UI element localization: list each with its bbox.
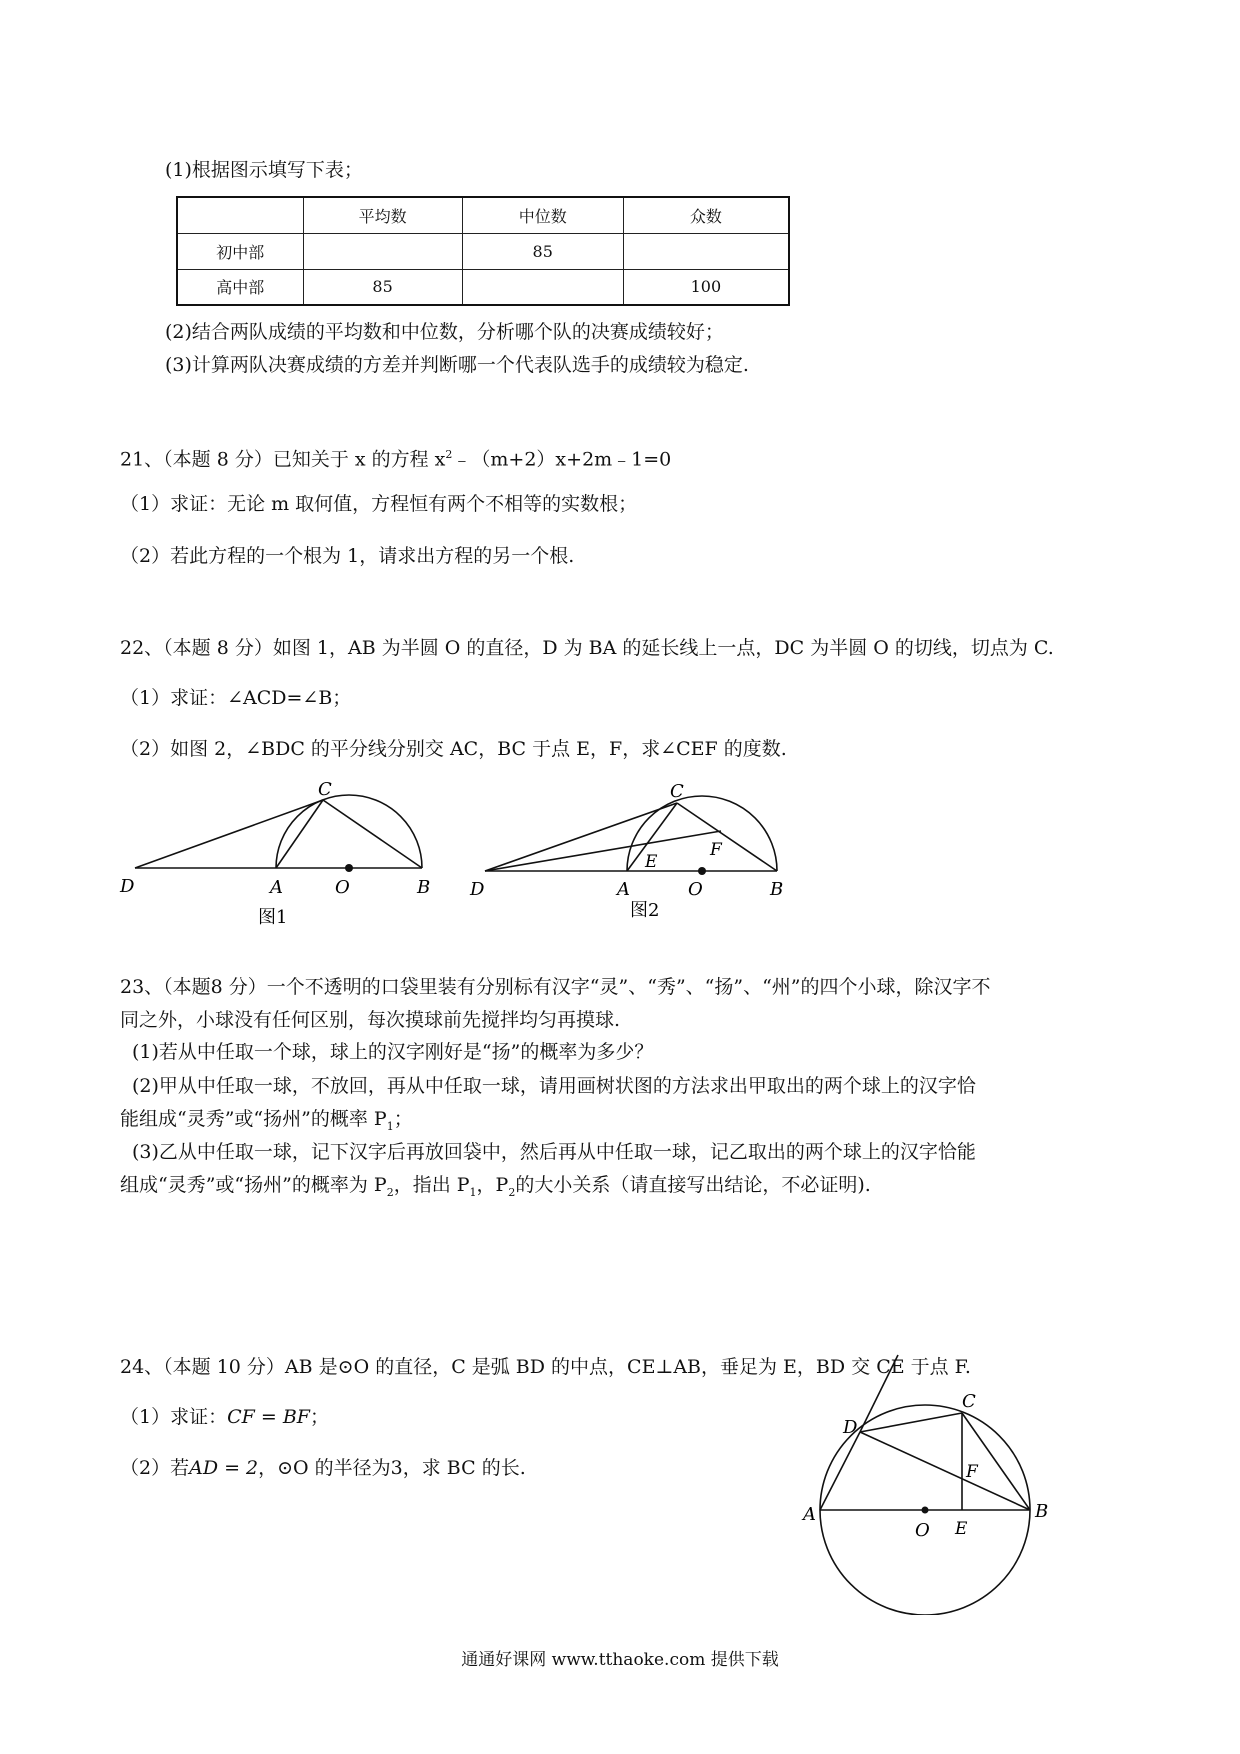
figure-1-diagram bbox=[110, 775, 450, 935]
table-cell-junior-mode bbox=[623, 233, 789, 269]
q23-line5-b: ； bbox=[393, 1108, 413, 1130]
fig2-label-B: B bbox=[770, 879, 784, 900]
q23-line7-b: ，指出 P bbox=[393, 1174, 470, 1196]
q21-part2: （2）若此方程的一个根为 1，请求出方程的另一个根. bbox=[120, 545, 575, 567]
q24-label-C: C bbox=[962, 1391, 976, 1412]
q23-line5-a: 能组成“灵秀”或“扬州”的概率 P bbox=[120, 1108, 387, 1130]
q24-part1-b: ； bbox=[309, 1406, 329, 1428]
q24-label-F: F bbox=[966, 1462, 978, 1482]
fig1-label-C: C bbox=[318, 779, 332, 800]
q21-heading-b: ﹣（m+2）x+2m﹣1=0 bbox=[452, 448, 672, 471]
q24-part2-a: （2）若 bbox=[120, 1457, 190, 1479]
table-header-median: 中位数 bbox=[462, 197, 623, 233]
q24-part2-b: ，⊙O 的半径为3，求 BC 的长. bbox=[258, 1457, 526, 1479]
fig2-label-F: F bbox=[710, 840, 722, 860]
q21-heading-a: 21、（本题 8 分）已知关于 x 的方程 x bbox=[120, 448, 446, 471]
q23-line7-sub1: 2 bbox=[386, 1185, 394, 1199]
fig1-label-B: B bbox=[417, 877, 431, 898]
table-header-empty bbox=[177, 197, 303, 233]
fig2-label-A: A bbox=[617, 879, 630, 900]
q23-line6: (3)乙从中任取一球，记下汉字后再放回袋中，然后再从中任取一球，记乙取出的两个球上的汉字恰能 bbox=[132, 1141, 976, 1163]
q23-line5-sub: 1 bbox=[386, 1119, 394, 1133]
q23-line3: (1)若从中任取一个球，球上的汉字刚好是“扬”的概率为多少？ bbox=[132, 1041, 654, 1063]
figure-2-diagram bbox=[465, 775, 805, 935]
q24-part1 bbox=[120, 1405, 329, 1429]
q22-part2: （2）如图 2，∠BDC 的平分线分别交 AC，BC 于点 E，F，求∠CEF 的度数. bbox=[120, 738, 787, 760]
q24-label-B: B bbox=[1035, 1501, 1049, 1522]
fig2-label-O: O bbox=[688, 879, 703, 900]
table-cell-senior-median bbox=[462, 269, 623, 305]
q21-part1: （1）求证：无论 m 取何值，方程恒有两个不相等的实数根； bbox=[120, 493, 638, 515]
q23-line5 bbox=[120, 1107, 413, 1139]
q21-heading bbox=[120, 443, 671, 471]
fig2-label-E: E bbox=[645, 852, 658, 872]
q22-part1: （1）求证：∠ACD=∠B； bbox=[120, 687, 352, 709]
q24-label-O: O bbox=[915, 1520, 930, 1541]
q23-line7-d: 的大小关系（请直接写出结论，不必证明). bbox=[515, 1174, 871, 1196]
q23-line7-c: ，P bbox=[476, 1174, 509, 1196]
table-row-junior-label: 初中部 bbox=[177, 233, 303, 269]
footer-source: 通通好课网 www.tthaoke.com 提供下载 bbox=[461, 1650, 779, 1670]
q23-line7-sub2: 1 bbox=[469, 1185, 477, 1199]
q24-part1-math: CF = BF bbox=[227, 1406, 310, 1428]
q23-line7 bbox=[120, 1173, 871, 1205]
q23-line7-sub3: 2 bbox=[508, 1185, 516, 1199]
table-cell-senior-mean: 85 bbox=[303, 269, 462, 305]
fig1-label-D: D bbox=[120, 876, 135, 897]
fig2-label-D: D bbox=[470, 879, 485, 900]
q24-part2-math: AD = 2 bbox=[189, 1457, 259, 1479]
table-header-mode: 众数 bbox=[623, 197, 789, 233]
q22-heading: 22、（本题 8 分）如图 1，AB 为半圆 O 的直径，D 为 BA 的延长线上一点，DC 为半圆 O 的切线，切点为 C. bbox=[120, 637, 1054, 659]
q23-line2: 同之外，小球没有任何区别，每次摸球前先搅拌均匀再摸球. bbox=[120, 1009, 621, 1031]
fig1-label-O: O bbox=[335, 877, 350, 898]
q24-part2 bbox=[120, 1456, 526, 1480]
q21-exponent: 2 bbox=[445, 448, 453, 461]
q23-line7-a: 组成“灵秀”或“扬州”的概率为 P bbox=[120, 1174, 387, 1196]
fig2-caption: 图2 bbox=[630, 900, 660, 921]
fig2-label-C: C bbox=[670, 781, 684, 802]
fig1-caption: 图1 bbox=[258, 907, 288, 928]
score-table bbox=[176, 196, 790, 306]
fig1-label-A: A bbox=[270, 877, 283, 898]
q24-label-E: E bbox=[955, 1519, 968, 1539]
q24-part1-a: （1）求证： bbox=[120, 1406, 228, 1428]
q20-part1: (1)根据图示填写下表； bbox=[165, 159, 363, 181]
table-row-senior-label: 高中部 bbox=[177, 269, 303, 305]
q23-line4: (2)甲从中任取一球，不放回，再从中任取一球，请用画树状图的方法求出甲取出的两个球上的汉字恰 bbox=[132, 1075, 976, 1097]
q24-label-D: D bbox=[843, 1417, 858, 1438]
table-cell-senior-mode: 100 bbox=[623, 269, 789, 305]
q20-part2: (2)结合两队成绩的平均数和中位数，分析哪个队的决赛成绩较好； bbox=[165, 321, 724, 343]
q20-part3: (3)计算两队决赛成绩的方差并判断哪一个代表队选手的成绩较为稳定. bbox=[165, 354, 749, 376]
table-cell-junior-median: 85 bbox=[462, 233, 623, 269]
table-cell-junior-mean bbox=[303, 233, 462, 269]
q24-circle-diagram bbox=[795, 1345, 1075, 1615]
q23-line1: 23、（本题8 分）一个不透明的口袋里装有分别标有汉字“灵”、“秀”、“扬”、“州”的四个小球，除汉字不 bbox=[120, 976, 991, 998]
q24-label-A: A bbox=[803, 1504, 816, 1525]
q24-heading: 24、（本题 10 分）AB 是⊙O 的直径，C 是弧 BD 的中点，CE⊥AB，垂足为 E，BD 交 CE 于点 F. bbox=[120, 1356, 971, 1378]
table-header-mean: 平均数 bbox=[303, 197, 462, 233]
